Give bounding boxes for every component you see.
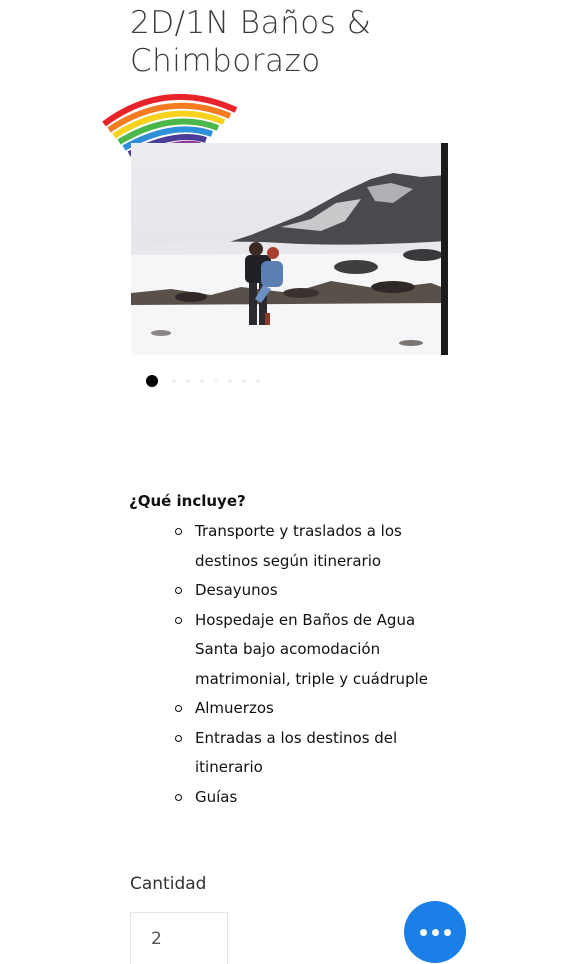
list-item (175, 724, 465, 783)
list-item-line: Hospedaje en Baños de Agua (195, 610, 416, 629)
pagination-dot[interactable] (242, 379, 246, 383)
bullet-icon (175, 617, 182, 624)
page-title (130, 4, 550, 80)
list-item-line: itinerario (195, 758, 263, 776)
quantity-value: 2 (151, 929, 162, 949)
pagination-dot[interactable] (256, 379, 260, 383)
more-dots-icon (420, 929, 427, 936)
more-dots-icon (444, 929, 451, 936)
more-dots-icon (432, 929, 439, 936)
list-item-line: Guías (195, 787, 238, 806)
pagination-dot[interactable] (186, 379, 190, 383)
more-options-button[interactable] (404, 901, 466, 963)
pagination-dot[interactable] (214, 379, 218, 383)
list-item (175, 694, 465, 724)
title-line-2: Chimborazo (130, 43, 321, 79)
list-item-line: destinos según itinerario (195, 551, 382, 570)
pagination-dot-active[interactable] (146, 375, 158, 387)
list-item-line: Almuerzos (195, 699, 274, 717)
list-item-line: Entradas a los destinos del (195, 728, 398, 747)
quantity-label: Cantidad (130, 874, 207, 894)
list-item-line: matrimonial, triple y cuádruple (195, 669, 428, 688)
list-item (175, 606, 465, 695)
bullet-icon (175, 794, 182, 801)
includes-list (175, 517, 465, 812)
bullet-icon (175, 587, 182, 594)
title-line-1: 2D/1N Baños & (130, 5, 372, 41)
pagination-dot[interactable] (200, 379, 204, 383)
gallery-pagination (146, 374, 260, 388)
gallery-image[interactable] (131, 143, 447, 355)
includes-heading: ¿Qué incluye? (129, 492, 246, 510)
pagination-dot[interactable] (172, 379, 176, 383)
list-item-line: Santa bajo acomodación (195, 640, 381, 658)
list-item (175, 783, 465, 813)
bullet-icon (175, 528, 182, 535)
bullet-icon (175, 705, 182, 712)
list-item (175, 576, 465, 606)
pagination-dot[interactable] (228, 379, 232, 383)
list-item (175, 517, 465, 576)
list-item-line: Transporte y traslados a los (195, 522, 402, 540)
quantity-input[interactable] (130, 912, 228, 964)
bullet-icon (175, 735, 182, 742)
next-image-edge (441, 143, 448, 355)
snow-landscape-photo (131, 143, 447, 355)
list-item-line: Desayunos (195, 581, 278, 599)
